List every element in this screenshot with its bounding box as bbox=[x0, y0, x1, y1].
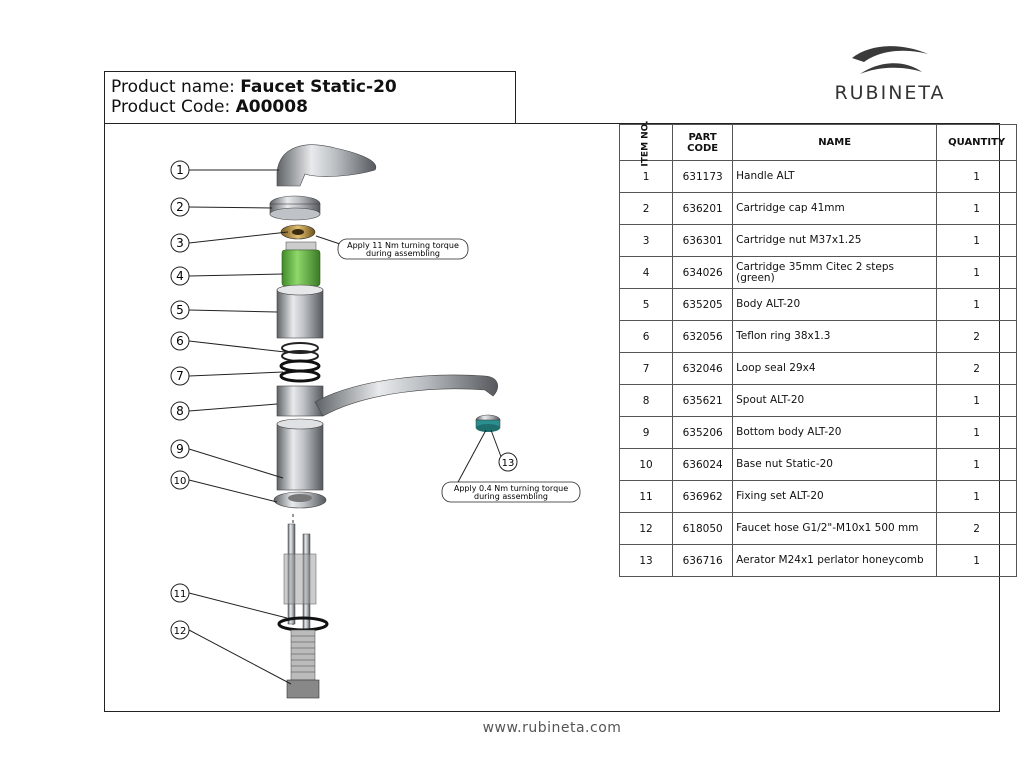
cell-code: 636024 bbox=[673, 449, 733, 481]
cell-name: Bottom body ALT-20 bbox=[733, 417, 937, 449]
table-row bbox=[620, 225, 1017, 257]
cell-code: 632046 bbox=[673, 353, 733, 385]
torque-note-cartridge bbox=[338, 239, 468, 259]
svg-text:9: 9 bbox=[176, 442, 184, 456]
table-row bbox=[620, 513, 1017, 545]
callout-7 bbox=[171, 367, 189, 385]
cell-code: 635206 bbox=[673, 417, 733, 449]
svg-text:during assembling: during assembling bbox=[474, 492, 548, 501]
cell-qty: 1 bbox=[937, 417, 1017, 449]
header-quantity: QUANTITY bbox=[937, 125, 1017, 161]
callout-2 bbox=[171, 198, 189, 216]
table-row bbox=[620, 385, 1017, 417]
callout-9 bbox=[171, 440, 189, 458]
cell-item: 5 bbox=[620, 289, 673, 321]
cell-name: Teflon ring 38x1.3 bbox=[733, 321, 937, 353]
torque-note-aerator bbox=[442, 482, 580, 502]
brand-name: RUBINETA bbox=[834, 82, 946, 104]
cartridge-part bbox=[282, 242, 320, 286]
callout-6 bbox=[171, 332, 189, 350]
cell-qty: 1 bbox=[937, 161, 1017, 193]
cell-code: 635205 bbox=[673, 289, 733, 321]
svg-text:12: 12 bbox=[173, 626, 187, 637]
table-row bbox=[620, 257, 1017, 289]
handle-part bbox=[277, 145, 376, 186]
callout-8 bbox=[171, 402, 189, 420]
cell-code: 636962 bbox=[673, 481, 733, 513]
cell-name: Spout ALT-20 bbox=[733, 385, 937, 417]
svg-text:Apply 0.4 Nm turning torque: Apply 0.4 Nm turning torque bbox=[453, 484, 569, 493]
cell-item: 13 bbox=[620, 545, 673, 577]
callout-13 bbox=[499, 453, 517, 471]
cell-qty: 1 bbox=[937, 257, 1017, 289]
svg-text:4: 4 bbox=[176, 269, 184, 283]
table-header-row bbox=[620, 125, 1017, 161]
callout-11 bbox=[171, 584, 189, 602]
product-header bbox=[104, 71, 516, 123]
cell-item: 12 bbox=[620, 513, 673, 545]
cell-code: 631173 bbox=[673, 161, 733, 193]
cell-qty: 1 bbox=[937, 545, 1017, 577]
cell-code: 636301 bbox=[673, 225, 733, 257]
bottom-body-part bbox=[277, 419, 323, 490]
callout-3 bbox=[171, 234, 189, 252]
cell-name: Aerator M24x1 perlator honeycomb bbox=[733, 545, 937, 577]
cell-item: 1 bbox=[620, 161, 673, 193]
product-name-line bbox=[111, 77, 397, 97]
cell-name: Cartridge 35mm Citec 2 steps (green) bbox=[733, 257, 937, 289]
table-row bbox=[620, 161, 1017, 193]
cell-qty: 1 bbox=[937, 449, 1017, 481]
cell-code: 632056 bbox=[673, 321, 733, 353]
base-nut-part bbox=[274, 492, 326, 508]
cell-item: 9 bbox=[620, 417, 673, 449]
fixing-set-part bbox=[279, 618, 327, 698]
table-row bbox=[620, 417, 1017, 449]
cell-item: 10 bbox=[620, 449, 673, 481]
cell-item: 8 bbox=[620, 385, 673, 417]
cell-item: 3 bbox=[620, 225, 673, 257]
cell-item: 2 bbox=[620, 193, 673, 225]
aerator-part bbox=[476, 415, 500, 432]
cell-name: Cartridge nut M37x1.25 bbox=[733, 225, 937, 257]
header-part-code: PART CODE bbox=[673, 125, 733, 161]
loop-seal-part bbox=[281, 361, 319, 381]
cell-item: 4 bbox=[620, 257, 673, 289]
callout-1 bbox=[171, 161, 189, 179]
cell-qty: 2 bbox=[937, 321, 1017, 353]
cell-name: Faucet hose G1/2"-M10x1 500 mm bbox=[733, 513, 937, 545]
svg-text:11: 11 bbox=[173, 589, 187, 600]
svg-text:3: 3 bbox=[176, 236, 184, 250]
product-name-label: Product name: bbox=[111, 77, 235, 97]
product-code-line bbox=[111, 97, 308, 117]
svg-text:5: 5 bbox=[176, 303, 184, 317]
table-row bbox=[620, 449, 1017, 481]
callout-12 bbox=[171, 621, 189, 639]
callout-10 bbox=[171, 471, 189, 489]
cell-code: 636716 bbox=[673, 545, 733, 577]
table-row bbox=[620, 321, 1017, 353]
header-name: NAME bbox=[733, 125, 937, 161]
cell-code: 635621 bbox=[673, 385, 733, 417]
table-row bbox=[620, 289, 1017, 321]
cell-qty: 2 bbox=[937, 353, 1017, 385]
cell-code: 634026 bbox=[673, 257, 733, 289]
table-row bbox=[620, 481, 1017, 513]
cell-item: 6 bbox=[620, 321, 673, 353]
svg-text:during assembling: during assembling bbox=[366, 249, 440, 258]
svg-text:Apply 11 Nm turning torque: Apply 11 Nm turning torque bbox=[347, 241, 459, 250]
header-item-no: ITEM NO. bbox=[620, 125, 673, 161]
website-footer[interactable]: www.rubineta.com bbox=[482, 720, 622, 736]
cell-name: Body ALT-20 bbox=[733, 289, 937, 321]
product-name: Faucet Static-20 bbox=[240, 77, 397, 97]
cell-qty: 1 bbox=[937, 481, 1017, 513]
swoosh-icon bbox=[850, 42, 930, 78]
cell-qty: 1 bbox=[937, 225, 1017, 257]
brand-logo bbox=[820, 42, 960, 104]
cell-code: 636201 bbox=[673, 193, 733, 225]
svg-text:1: 1 bbox=[176, 163, 184, 177]
callout-5 bbox=[171, 301, 189, 319]
body-part bbox=[277, 285, 323, 338]
svg-text:8: 8 bbox=[176, 404, 184, 418]
product-code: A00008 bbox=[235, 97, 308, 117]
cell-name: Fixing set ALT-20 bbox=[733, 481, 937, 513]
exploded-view-drawing bbox=[105, 124, 618, 711]
cell-name: Base nut Static-20 bbox=[733, 449, 937, 481]
parts-table bbox=[619, 120, 1017, 577]
cell-qty: 1 bbox=[937, 385, 1017, 417]
svg-text:7: 7 bbox=[176, 369, 184, 383]
cell-qty: 1 bbox=[937, 193, 1017, 225]
cell-code: 618050 bbox=[673, 513, 733, 545]
table-row bbox=[620, 353, 1017, 385]
cell-name: Loop seal 29x4 bbox=[733, 353, 937, 385]
cell-qty: 1 bbox=[937, 289, 1017, 321]
svg-text:2: 2 bbox=[176, 200, 184, 214]
cell-qty: 2 bbox=[937, 513, 1017, 545]
teflon-ring-part bbox=[282, 343, 318, 361]
table-row bbox=[620, 193, 1017, 225]
product-code-label: Product Code: bbox=[111, 97, 231, 117]
svg-text:10: 10 bbox=[173, 476, 187, 487]
cell-name: Handle ALT bbox=[733, 161, 937, 193]
cartridge-cap-part bbox=[270, 196, 320, 220]
cell-item: 7 bbox=[620, 353, 673, 385]
cell-item: 11 bbox=[620, 481, 673, 513]
table-row bbox=[620, 545, 1017, 577]
callout-4 bbox=[171, 267, 189, 285]
svg-text:6: 6 bbox=[176, 334, 184, 348]
svg-text:13: 13 bbox=[501, 458, 515, 469]
cell-name: Cartridge cap 41mm bbox=[733, 193, 937, 225]
